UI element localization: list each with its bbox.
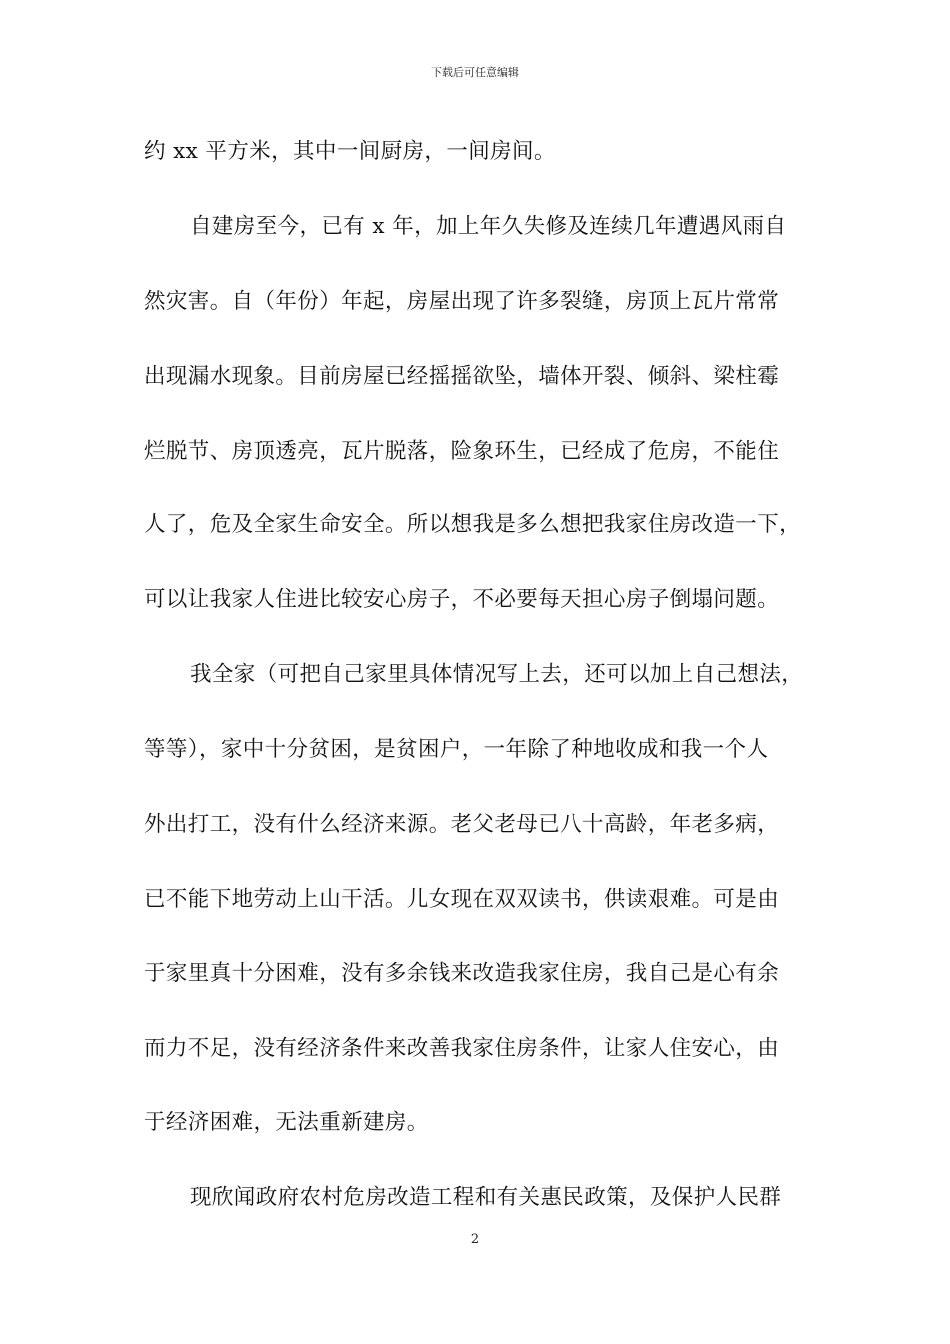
text-line: 约 xx 平方米，其中一间厨房，一间房间。 xyxy=(144,139,556,164)
page-number: 2 xyxy=(470,1232,480,1247)
text-line: 出现漏水现象。目前房屋已经摇摇欲坠，墙体开裂、倾斜、梁柱霉 xyxy=(144,364,780,389)
paragraph-first-line: 现欣闻政府农村危房改造工程和有关惠民政策，及保护人民群 xyxy=(190,1185,782,1210)
text-line: 然灾害。自（年份）年起，房屋出现了许多裂缝，房顶上瓦片常常 xyxy=(144,289,780,314)
text-line: 于经济困难，无法重新建房。 xyxy=(144,1110,429,1135)
text-line: 可以让我家人住进比较安心房子，不必要每天担心房子倒塌问题。 xyxy=(144,587,780,612)
text-line: 而力不足，没有经济条件来改善我家住房条件，让家人住安心，由 xyxy=(144,1036,780,1061)
text-line: 于家里真十分困难，没有多余钱来改造我家住房，我自己是心有余 xyxy=(144,961,780,986)
text-line: 已不能下地劳动上山干活。儿女现在双双读书，供读艰难。可是由 xyxy=(144,887,780,912)
paragraph-first-line: 我全家（可把自己家里具体情况写上去，还可以加上自己想法， xyxy=(190,662,804,687)
text-line: 等等），家中十分贫困，是贫困户，一年除了种地收成和我一个人 xyxy=(144,737,769,762)
text-line: 外出打工，没有什么经济来源。老父老母已八十高龄，年老多病， xyxy=(144,812,780,837)
text-line: 人了，危及全家生命安全。所以想我是多么想把我家住房改造一下， xyxy=(144,512,802,537)
text-line: 烂脱节、房顶透亮，瓦片脱落，险象环生，已经成了危房，不能住 xyxy=(144,439,780,464)
paragraph-first-line: 自建房至今，已有 x 年，加上年久失修及连续几年遭遇风雨自 xyxy=(190,214,787,239)
page-header: 下载后可任意编辑 xyxy=(431,66,519,79)
